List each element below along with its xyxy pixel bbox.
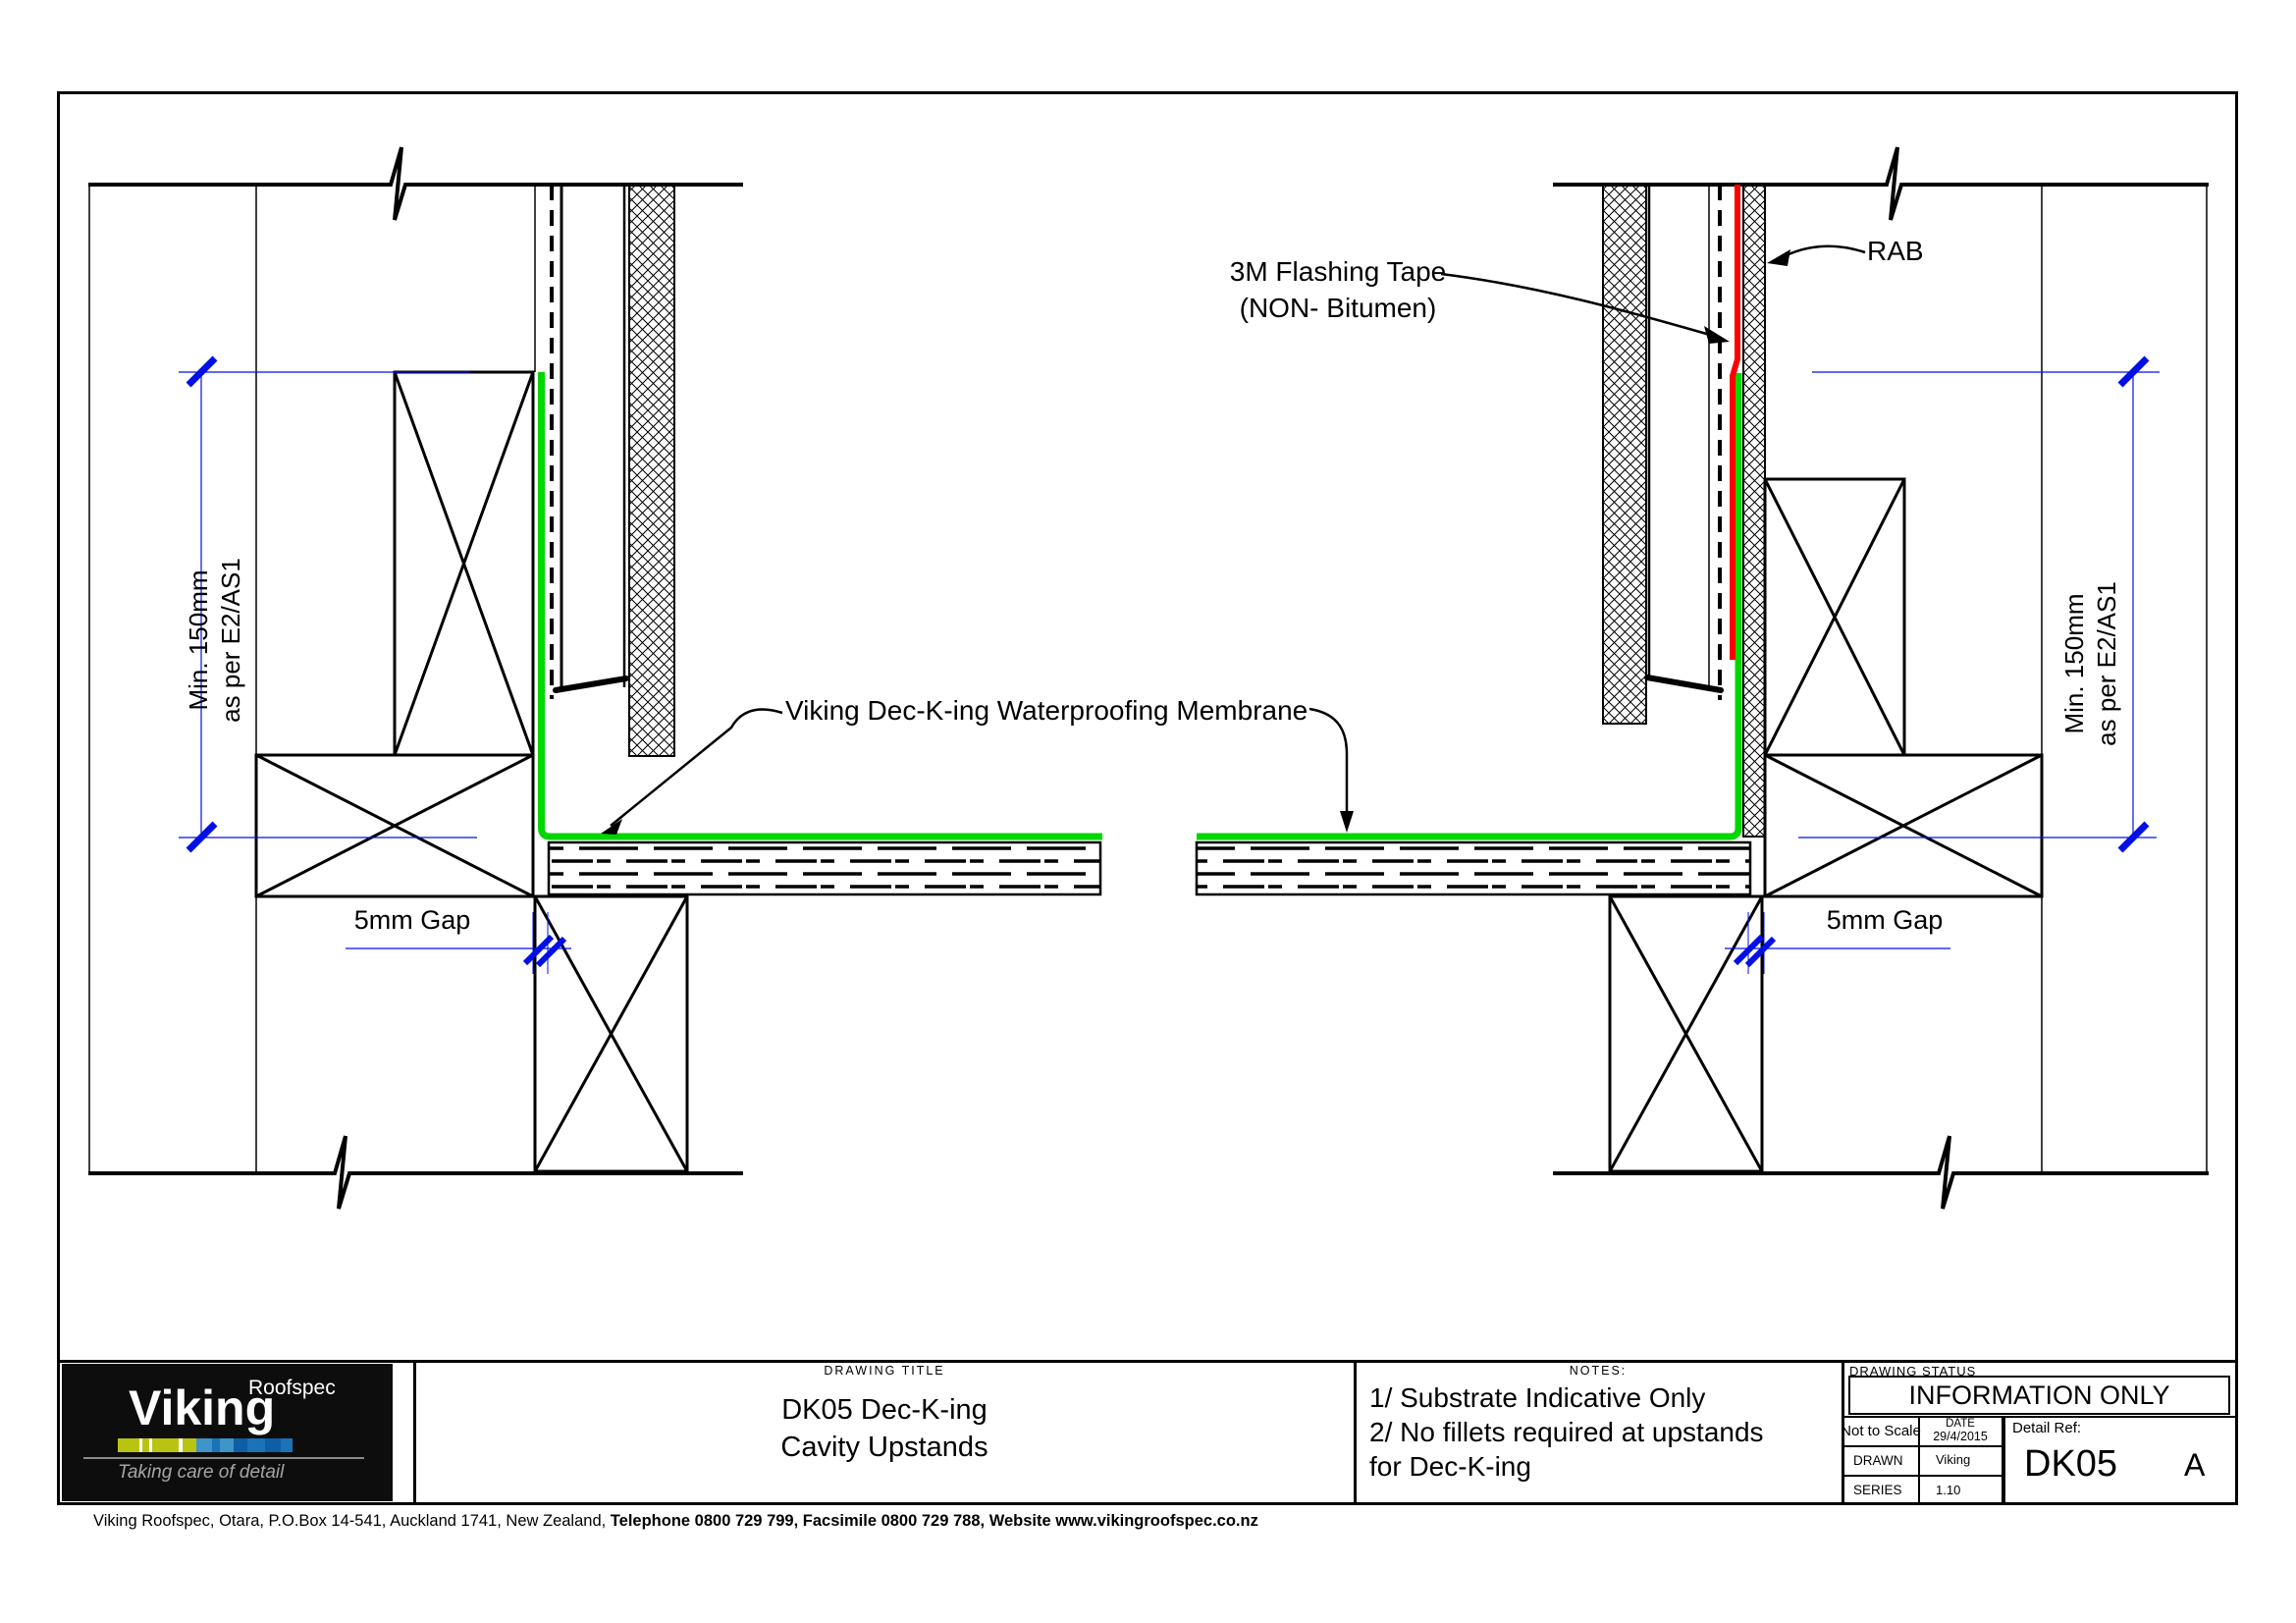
note-line: 2/ No fillets required at upstands — [1369, 1417, 1764, 1447]
logo-viking-text: Viking — [129, 1380, 276, 1435]
logo-roofspec-text: Roofspec — [248, 1377, 336, 1399]
min-150mm-line2: as per E2/AS1 — [2092, 581, 2121, 746]
drawing-title-line1: DK05 Dec-K-ing — [781, 1394, 988, 1426]
series-value: 1.10 — [1936, 1483, 1961, 1497]
min-150mm-line1: Min. 150mm — [2059, 593, 2089, 734]
status-table-rule — [1842, 1475, 2004, 1477]
drawing-title-line2: Cavity Upstands — [780, 1432, 988, 1463]
min-150mm-line1: Min. 150mm — [184, 569, 213, 711]
detail-ref-value: DK05 — [2024, 1443, 2118, 1485]
drawing-title-label: DRAWING TITLE — [824, 1364, 945, 1378]
notes-label: NOTES: — [1569, 1364, 1628, 1378]
status-table-rule — [1842, 1445, 2004, 1447]
footer-address: Viking Roofspec, Otara, P.O.Box 14-541, Auckland 1741, New Zealand, — [93, 1512, 611, 1530]
gap-label-right: 5mm Gap — [1826, 905, 1944, 935]
rab-label: RAB — [1867, 236, 1924, 266]
sheet-border — [57, 91, 2238, 1505]
flashing-tape-label-line2: (NON- Bitumen) — [1239, 293, 1437, 323]
drawn-value: Viking — [1936, 1452, 1971, 1467]
scale-value: Not to Scale — [1841, 1423, 1921, 1439]
series-label: SERIES — [1853, 1483, 1902, 1497]
min-150mm-line2: as per E2/AS1 — [216, 558, 245, 723]
logo-rule — [83, 1457, 364, 1459]
flashing-tape-label-line1: 3M Flashing Tape — [1229, 256, 1447, 287]
footer-facsimile: Facsimile 0800 729 788, — [802, 1512, 989, 1530]
membrane-label: Viking Dec-K-ing Waterproofing Membrane — [785, 695, 1308, 726]
logo-color-strip — [118, 1438, 293, 1452]
viking-roofspec-logo — [62, 1364, 393, 1501]
revision-value: A — [2184, 1447, 2206, 1483]
titleblock-divider — [413, 1363, 416, 1502]
drawn-label: DRAWN — [1853, 1453, 1903, 1468]
titleblock-divider — [1354, 1363, 1357, 1502]
footer-telephone: Telephone 0800 729 799, — [610, 1512, 803, 1530]
titleblock-top-rule — [57, 1360, 2238, 1363]
gap-label-left: 5mm Gap — [353, 905, 471, 935]
status-information-only: INFORMATION ONLY — [1848, 1376, 2230, 1415]
note-line: for Dec-K-ing — [1369, 1451, 1531, 1482]
logo-tagline: Taking care of detail — [118, 1462, 285, 1483]
status-table-rule — [1842, 1416, 2237, 1418]
drawing-status-label: DRAWING STATUS — [1849, 1364, 1977, 1379]
date-value: 29/4/2015 — [1933, 1430, 1988, 1443]
note-line: 1/ Substrate Indicative Only — [1369, 1382, 1706, 1413]
date-label: DATE — [1946, 1418, 1975, 1430]
detail-ref-label: Detail Ref: — [2012, 1420, 2082, 1436]
status-table-rule — [2002, 1416, 2005, 1502]
footer-website: Website www.vikingroofspec.co.nz — [988, 1512, 1258, 1530]
footer-contact-line — [93, 1512, 1258, 1531]
